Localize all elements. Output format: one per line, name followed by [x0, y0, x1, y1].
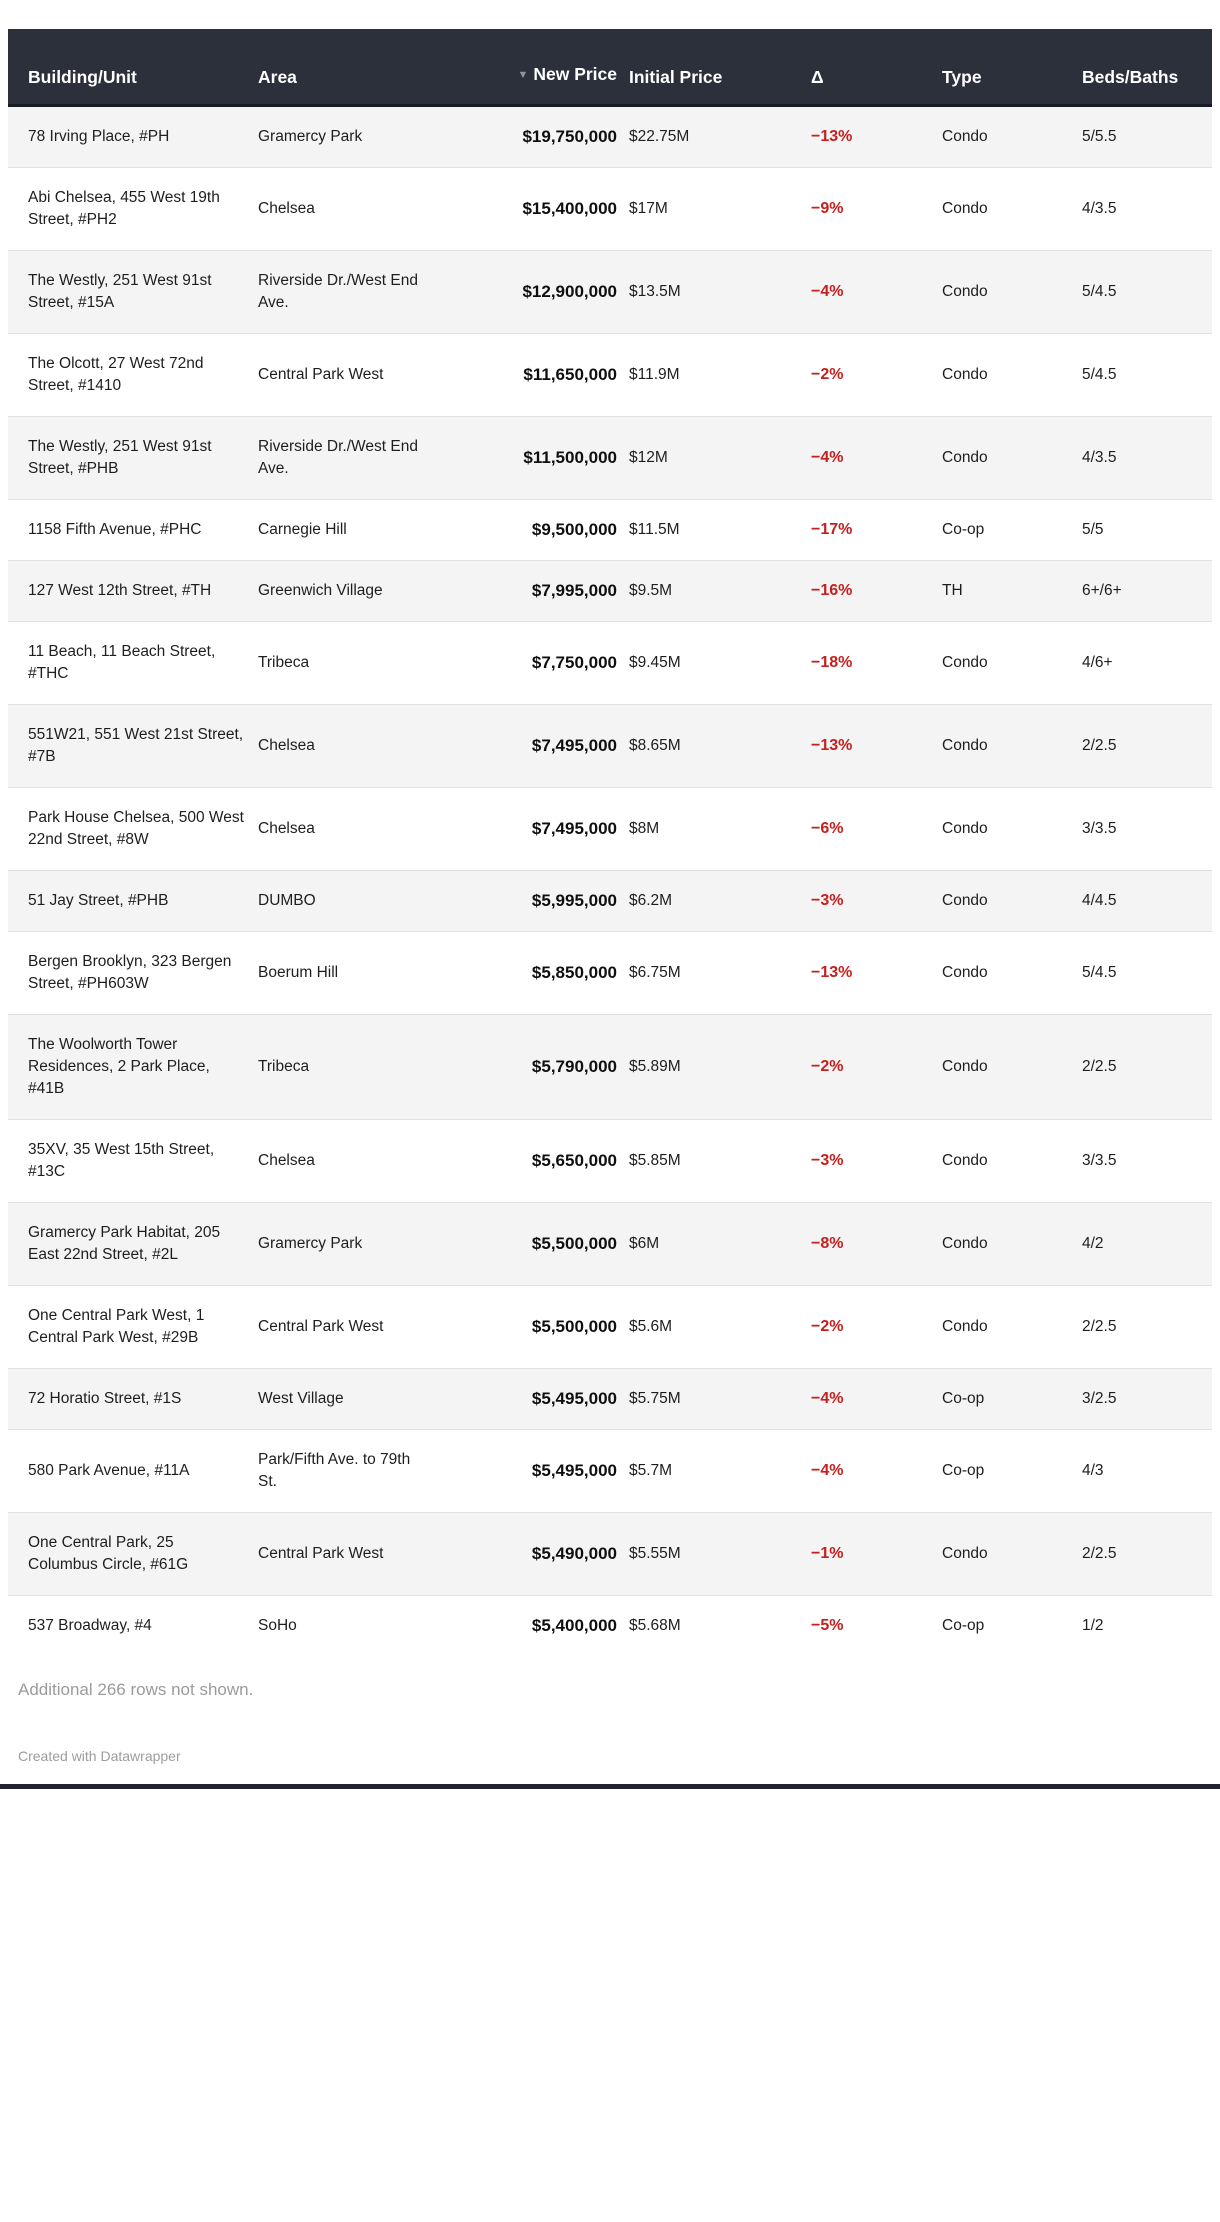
column-header-delta[interactable]: Δ — [811, 29, 942, 106]
cell-initial-price: $6M — [629, 1203, 811, 1286]
cell-beds-baths: 4/3.5 — [1082, 168, 1212, 251]
column-header-area[interactable]: Area — [258, 29, 436, 106]
cell-beds-baths: 4/3.5 — [1082, 417, 1212, 500]
table-row — [8, 788, 1212, 871]
cell-building-unit: 537 Broadway, #4 — [8, 1596, 258, 1657]
table-row — [8, 251, 1212, 334]
cell-new-price: $5,400,000 — [436, 1596, 629, 1657]
cell-type: Condo — [942, 1203, 1082, 1286]
cell-area: Tribeca — [258, 622, 436, 705]
cell-area: Central Park West — [258, 1286, 436, 1369]
cell-type: Condo — [942, 1513, 1082, 1596]
table-row — [8, 1430, 1212, 1513]
cell-building-unit: Bergen Brooklyn, 323 Bergen Street, #PH603W — [8, 932, 258, 1015]
table-row — [8, 1286, 1212, 1369]
column-header-type[interactable]: Type — [942, 29, 1082, 106]
cell-initial-price: $5.68M — [629, 1596, 811, 1657]
cell-area: Central Park West — [258, 1513, 436, 1596]
table-row — [8, 1015, 1212, 1120]
datawrapper-attribution-link[interactable]: Created with Datawrapper — [18, 1748, 181, 1764]
table-row — [8, 1120, 1212, 1203]
cell-area: SoHo — [258, 1596, 436, 1657]
cell-delta: −3% — [811, 871, 942, 932]
cell-building-unit: The Woolworth Tower Residences, 2 Park Place, #41B — [8, 1015, 258, 1120]
cell-delta: −4% — [811, 417, 942, 500]
cell-type: Condo — [942, 622, 1082, 705]
cell-building-unit: 551W21, 551 West 21st Street, #7B — [8, 705, 258, 788]
cell-initial-price: $5.85M — [629, 1120, 811, 1203]
table-row — [8, 871, 1212, 932]
table-row — [8, 1203, 1212, 1286]
cell-building-unit: Park House Chelsea, 500 West 22nd Street, #8W — [8, 788, 258, 871]
cell-type: Condo — [942, 788, 1082, 871]
cell-building-unit: The Westly, 251 West 91st Street, #PHB — [8, 417, 258, 500]
column-header-building-unit[interactable]: Building/Unit — [8, 29, 258, 106]
cell-delta: −9% — [811, 168, 942, 251]
cell-delta: −18% — [811, 622, 942, 705]
cell-beds-baths: 5/4.5 — [1082, 251, 1212, 334]
cell-area: West Village — [258, 1369, 436, 1430]
cell-initial-price: $6.2M — [629, 871, 811, 932]
cell-building-unit: 1158 Fifth Avenue, #PHC — [8, 500, 258, 561]
cell-type: Condo — [942, 128, 988, 145]
cell-delta: −5% — [811, 1596, 942, 1657]
cell-type: Co-op — [942, 1596, 1082, 1657]
cell-area: Greenwich Village — [258, 561, 436, 622]
cell-type: Condo — [942, 251, 1082, 334]
table-row — [8, 705, 1212, 788]
cell-new-price: $5,790,000 — [436, 1015, 629, 1120]
cell-area: Chelsea — [258, 705, 436, 788]
cell-building-unit: 35XV, 35 West 15th Street, #13C — [8, 1120, 258, 1203]
cell-type: Condo — [942, 334, 1082, 417]
cell-new-price: $7,495,000 — [436, 705, 629, 788]
cell-beds-baths: 5/5.5 — [1082, 128, 1117, 145]
table-row — [8, 500, 1212, 561]
cell-delta: −2% — [811, 1286, 942, 1369]
cell-type: Co-op — [942, 500, 1082, 561]
cell-type: Condo — [942, 871, 1082, 932]
cell-building-unit: 51 Jay Street, #PHB — [8, 871, 258, 932]
cell-new-price: $5,995,000 — [436, 871, 629, 932]
cell-beds-baths: 3/3.5 — [1082, 1120, 1212, 1203]
rows-not-shown-note: Additional 266 rows not shown. — [18, 1680, 254, 1699]
cell-area: Riverside Dr./West End Ave. — [258, 417, 436, 500]
cell-building-unit: 72 Horatio Street, #1S — [8, 1369, 258, 1430]
table-row — [8, 1369, 1212, 1430]
cell-beds-baths: 4/3 — [1082, 1430, 1212, 1513]
cell-initial-price: $12M — [629, 417, 811, 500]
cell-area: Gramercy Park — [258, 128, 363, 145]
cell-beds-baths: 5/4.5 — [1082, 334, 1212, 417]
cell-beds-baths: 4/6+ — [1082, 622, 1212, 705]
cell-area: Boerum Hill — [258, 932, 436, 1015]
cell-building-unit: One Central Park, 25 Columbus Circle, #61G — [8, 1513, 258, 1596]
cell-new-price: $9,500,000 — [436, 500, 629, 561]
cell-new-price: $5,650,000 — [436, 1120, 629, 1203]
cell-type: Condo — [942, 705, 1082, 788]
cell-new-price: $5,850,000 — [436, 932, 629, 1015]
cell-new-price: $5,500,000 — [436, 1286, 629, 1369]
table-row — [8, 1513, 1212, 1596]
cell-building-unit: Gramercy Park Habitat, 205 East 22nd Street, #2L — [8, 1203, 258, 1286]
cell-new-price: $11,650,000 — [436, 334, 629, 417]
cell-initial-price: $13.5M — [629, 251, 811, 334]
cell-new-price: $5,495,000 — [436, 1369, 629, 1430]
cell-beds-baths: 2/2.5 — [1082, 705, 1212, 788]
cell-area: Chelsea — [258, 1120, 436, 1203]
cell-new-price: $12,900,000 — [436, 251, 629, 334]
cell-new-price: $19,750,000 — [522, 127, 617, 146]
cell-type: Condo — [942, 1015, 1082, 1120]
cell-new-price: $7,995,000 — [436, 561, 629, 622]
cell-area: Central Park West — [258, 334, 436, 417]
cell-initial-price: $11.9M — [629, 334, 811, 417]
cell-type: Condo — [942, 417, 1082, 500]
cell-new-price: $11,500,000 — [436, 417, 629, 500]
cell-beds-baths: 2/2.5 — [1082, 1513, 1212, 1596]
cell-area: Riverside Dr./West End Ave. — [258, 251, 436, 334]
cell-delta: −6% — [811, 788, 942, 871]
cell-delta: −2% — [811, 1015, 942, 1120]
cell-delta: −4% — [811, 1430, 942, 1513]
cell-beds-baths: 4/2 — [1082, 1203, 1212, 1286]
table-body — [8, 106, 1212, 1657]
cell-area: DUMBO — [258, 871, 436, 932]
cell-beds-baths: 2/2.5 — [1082, 1286, 1212, 1369]
column-header-new-price[interactable] — [436, 29, 629, 106]
column-header-new-price-label: New Price — [533, 64, 617, 84]
cell-building-unit: 127 West 12th Street, #TH — [8, 561, 258, 622]
cell-new-price: $15,400,000 — [436, 168, 629, 251]
cell-delta: −16% — [811, 561, 942, 622]
table-row — [8, 334, 1212, 417]
cell-initial-price: $17M — [629, 168, 811, 251]
table-row — [8, 1596, 1212, 1657]
cell-building-unit: The Olcott, 27 West 72nd Street, #1410 — [8, 334, 258, 417]
cell-initial-price: $5.89M — [629, 1015, 811, 1120]
cell-area: Chelsea — [258, 168, 436, 251]
cell-initial-price: $8.65M — [629, 705, 811, 788]
table-header — [8, 29, 1212, 106]
cell-initial-price: $5.6M — [629, 1286, 811, 1369]
cell-beds-baths: 4/4.5 — [1082, 871, 1212, 932]
cell-building-unit: 580 Park Avenue, #11A — [8, 1430, 258, 1513]
bottom-divider-bar — [0, 1784, 1220, 1789]
cell-initial-price: $9.5M — [629, 561, 811, 622]
cell-beds-baths: 5/4.5 — [1082, 932, 1212, 1015]
cell-delta: −3% — [811, 1120, 942, 1203]
cell-building-unit: The Westly, 251 West 91st Street, #15A — [8, 251, 258, 334]
cell-beds-baths: 3/3.5 — [1082, 788, 1212, 871]
cell-building-unit: 78 Irving Place, #PH — [28, 128, 170, 145]
cell-new-price: $5,495,000 — [436, 1430, 629, 1513]
cell-area: Carnegie Hill — [258, 500, 436, 561]
cell-new-price: $7,750,000 — [436, 622, 629, 705]
cell-delta: −4% — [811, 1369, 942, 1430]
cell-type: Condo — [942, 1286, 1082, 1369]
cell-beds-baths: 3/2.5 — [1082, 1369, 1212, 1430]
cell-beds-baths: 5/5 — [1082, 500, 1212, 561]
table-row — [8, 561, 1212, 622]
cell-type: Co-op — [942, 1430, 1082, 1513]
cell-beds-baths: 1/2 — [1082, 1596, 1212, 1657]
cell-new-price: $5,490,000 — [436, 1513, 629, 1596]
cell-delta: −8% — [811, 1203, 942, 1286]
cell-area: Park/Fifth Ave. to 79th St. — [258, 1430, 436, 1513]
cell-area: Gramercy Park — [258, 1203, 436, 1286]
cell-delta: −13% — [811, 932, 942, 1015]
cell-delta: −17% — [811, 500, 942, 561]
cell-initial-price: $22.75M — [629, 128, 690, 145]
sort-desc-icon: ▼ — [517, 69, 529, 81]
table-row — [8, 168, 1212, 251]
cell-area: Tribeca — [258, 1015, 436, 1120]
cell-beds-baths: 6+/6+ — [1082, 561, 1212, 622]
cell-type: Condo — [942, 1120, 1082, 1203]
table-row — [8, 932, 1212, 1015]
cell-building-unit: One Central Park West, 1 Central Park West, #29B — [8, 1286, 258, 1369]
cell-initial-price: $5.55M — [629, 1513, 811, 1596]
cell-new-price: $5,500,000 — [436, 1203, 629, 1286]
cell-initial-price: $8M — [629, 788, 811, 871]
table-row — [8, 417, 1212, 500]
cell-initial-price: $5.75M — [629, 1369, 811, 1430]
column-header-beds-baths[interactable]: Beds/Baths — [1082, 29, 1212, 106]
cell-initial-price: $6.75M — [629, 932, 811, 1015]
cell-delta: −13% — [811, 128, 853, 145]
cell-delta: −1% — [811, 1513, 942, 1596]
cell-type: Condo — [942, 168, 1082, 251]
column-header-initial-price[interactable]: Initial Price — [629, 29, 811, 106]
price-cuts-table — [8, 29, 1212, 1656]
cell-initial-price: $9.45M — [629, 622, 811, 705]
cell-area: Chelsea — [258, 788, 436, 871]
cell-type: Condo — [942, 932, 1082, 1015]
cell-initial-price: $5.7M — [629, 1430, 811, 1513]
cell-new-price: $7,495,000 — [436, 788, 629, 871]
cell-delta: −2% — [811, 334, 942, 417]
cell-type: Co-op — [942, 1369, 1082, 1430]
table-row — [8, 106, 1212, 168]
cell-building-unit: 11 Beach, 11 Beach Street, #THC — [8, 622, 258, 705]
cell-beds-baths: 2/2.5 — [1082, 1015, 1212, 1120]
table-row — [8, 622, 1212, 705]
cell-delta: −4% — [811, 251, 942, 334]
cell-building-unit: Abi Chelsea, 455 West 19th Street, #PH2 — [8, 168, 258, 251]
cell-type: TH — [942, 561, 1082, 622]
cell-delta: −13% — [811, 705, 942, 788]
cell-initial-price: $11.5M — [629, 500, 811, 561]
